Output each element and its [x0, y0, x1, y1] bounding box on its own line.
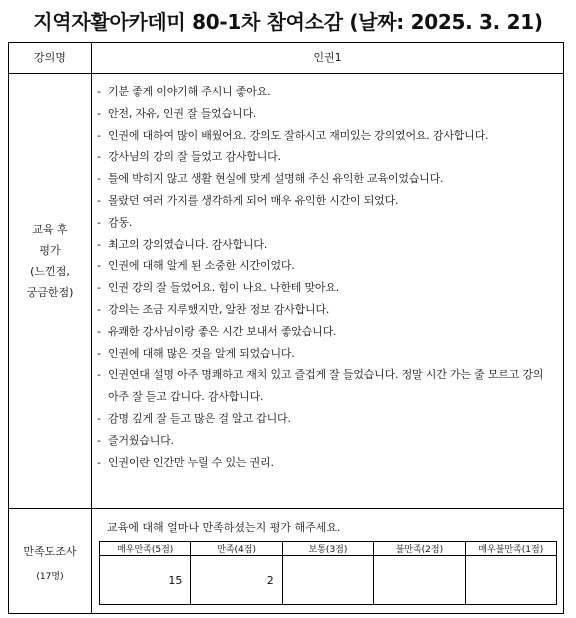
rating-column-header: 불만족(2점)	[374, 542, 465, 556]
comment-item	[97, 103, 557, 125]
satisfaction-label: 만족도조사	[23, 545, 77, 558]
comment-text: 인권에 대하여 많이 배웠어요. 강의도 잘하시고 재미있는 강의였어요. 감사합니다.	[108, 128, 489, 142]
rating-column-header: 매우만족(5점)	[100, 542, 191, 556]
bullet-dash: -	[97, 259, 101, 273]
bullet-dash: -	[97, 150, 101, 164]
rating-column-header: 보통(3점)	[282, 542, 373, 556]
comment-item	[97, 452, 557, 474]
header-divider	[9, 73, 563, 74]
bullet-dash: -	[97, 128, 101, 142]
comment-item	[97, 212, 557, 234]
bullet-dash: -	[97, 172, 101, 186]
bullet-dash: -	[97, 215, 101, 229]
rating-column-header: 만족(4점)	[191, 542, 282, 556]
evaluation-label: 교육 후 평가 (느낀점, 궁금한점)	[26, 223, 74, 299]
section-divider	[9, 508, 563, 509]
bullet-dash: -	[97, 455, 101, 469]
document-title: 지역자활아카데미 80-1차 참여소감 (날짜: 2025. 3. 21)	[33, 10, 543, 34]
course-label: 강의명	[34, 51, 66, 64]
bullet-dash: -	[97, 324, 101, 338]
comment-item	[97, 168, 557, 190]
rating-count-cell	[374, 556, 465, 605]
rating-count-cell: 2	[191, 556, 282, 605]
comment-item	[97, 277, 557, 299]
comment-text: 최고의 강의였습니다. 감사합니다.	[108, 237, 268, 251]
comment-item	[97, 321, 557, 343]
comment-item	[97, 430, 557, 452]
comment-item	[97, 255, 557, 277]
rating-column-header: 매우불만족(1점)	[465, 542, 556, 556]
bullet-dash: -	[97, 106, 101, 120]
comment-item	[97, 408, 557, 430]
satisfaction-prompt: 교육에 대해 얼마나 만족하셨는지 평가 해주세요.	[107, 521, 341, 534]
comment-text: 감동.	[108, 215, 133, 229]
satisfaction-table	[99, 541, 557, 605]
bullet-dash: -	[97, 302, 101, 316]
comment-list	[97, 81, 557, 473]
comment-text: 안전, 자유, 인권 잘 들었습니다.	[108, 106, 257, 120]
comment-text: 유쾌한 강사님이랑 좋은 시간 보내서 좋았습니다.	[108, 324, 337, 338]
comment-item	[97, 234, 557, 256]
comment-item	[97, 125, 557, 147]
comment-text: 인권이란 인간만 누릴 수 있는 권리.	[108, 455, 274, 469]
comment-text: 감명 깊게 잘 듣고 많은 걸 알고 갑니다.	[108, 411, 291, 425]
course-name: 인권1	[313, 51, 342, 64]
comment-text: 즐거웠습니다.	[108, 433, 174, 447]
comment-text: 기분 좋게 이야기해 주시니 좋아요.	[108, 85, 271, 98]
comment-text: 몰랐던 여러 가지를 생각하게 되어 매우 유익한 시간이 되었다.	[108, 193, 399, 207]
comment-text: 강의는 조금 지루했지만, 알찬 정보 감사합니다.	[108, 302, 330, 316]
comment-text: 인권에 대해 알게 된 소중한 시간이었다.	[108, 259, 295, 273]
comment-item	[97, 81, 557, 103]
evaluation-form	[8, 42, 564, 614]
bullet-dash: -	[97, 193, 101, 207]
comment-item	[97, 343, 557, 365]
satisfaction-header-row	[100, 542, 557, 556]
comment-item	[97, 190, 557, 212]
bullet-dash: -	[97, 411, 101, 425]
comment-item	[97, 364, 557, 408]
satisfaction-value-row	[100, 556, 557, 605]
comment-text: 강사님의 강의 잘 들었고 감사합니다.	[108, 150, 281, 164]
respondent-count: (17명)	[36, 572, 64, 582]
comment-text: 인권연대 설명 아주 명쾌하고 재치 있고 즐겁게 잘 들었습니다. 정말 시간 가는 줄 모르고 강의 아주 잘 듣고 갑니다. 감사합니다.	[108, 368, 544, 404]
bullet-dash: -	[97, 281, 101, 295]
column-divider	[91, 43, 92, 613]
bullet-dash: -	[97, 85, 101, 98]
bullet-dash: -	[97, 368, 101, 382]
bullet-dash: -	[97, 346, 101, 360]
comment-text: 인권 강의 잘 들었어요. 힘이 나요. 나한테 맞아요.	[108, 281, 340, 295]
comment-item	[97, 146, 557, 168]
comment-text: 인권에 대해 많은 것을 알게 되었습니다.	[108, 346, 295, 360]
rating-count-cell: 15	[100, 556, 191, 605]
comment-item	[97, 299, 557, 321]
rating-count-cell	[282, 556, 373, 605]
rating-count-cell	[465, 556, 556, 605]
comment-text: 틀에 박히지 않고 생활 현실에 맞게 설명해 주신 유익한 교육이었습니다.	[108, 172, 444, 186]
bullet-dash: -	[97, 237, 101, 251]
bullet-dash: -	[97, 433, 101, 447]
